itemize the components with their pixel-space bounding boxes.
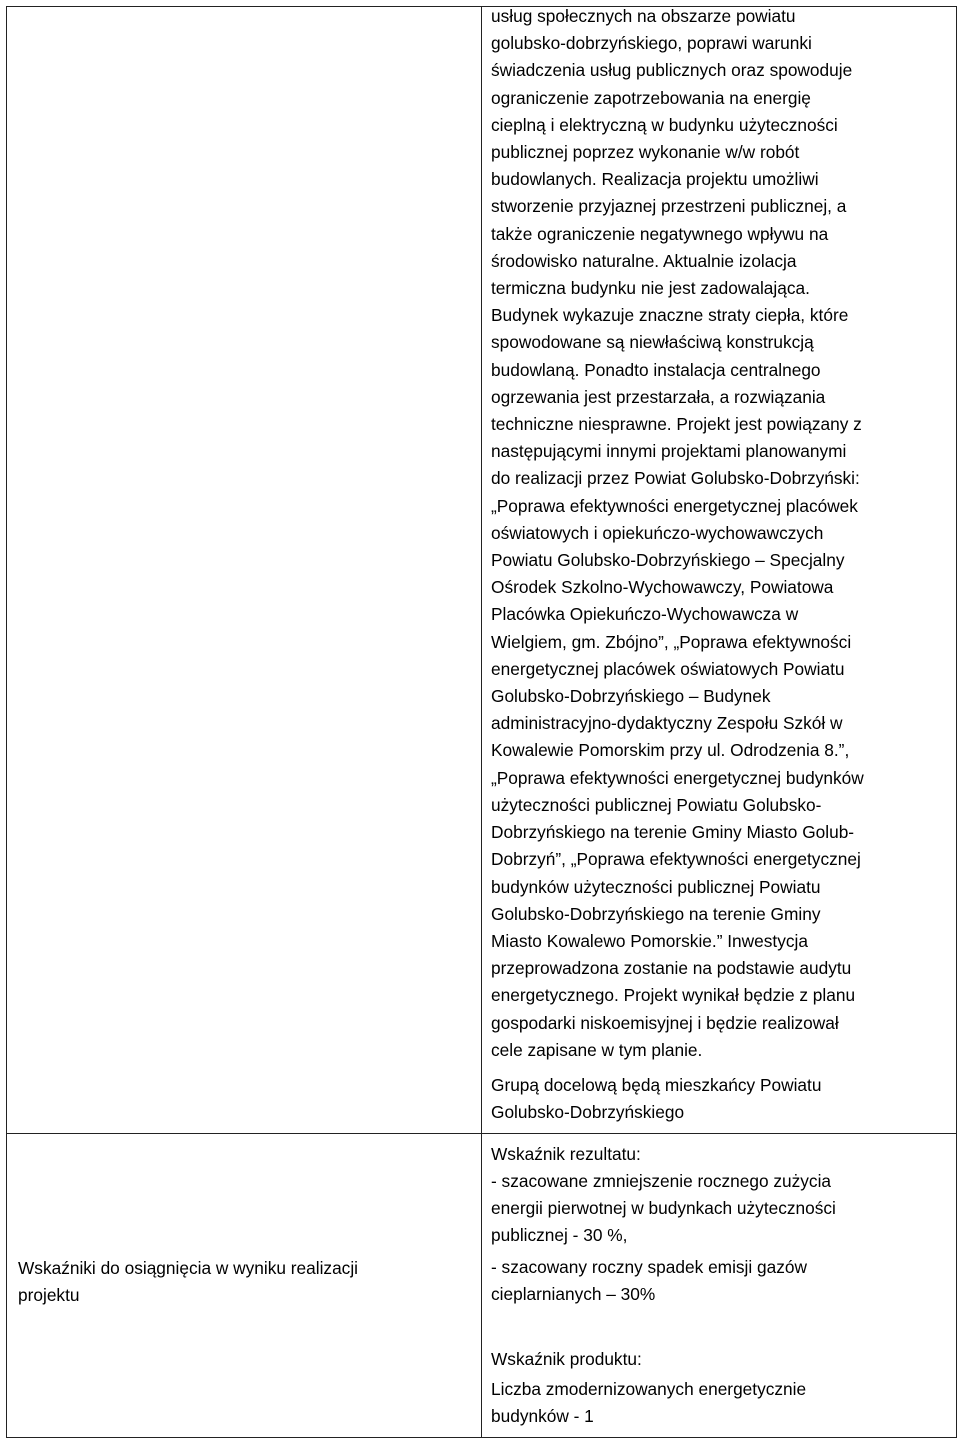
description-line: cieplną i elektryczną w budynku użyteczności [491, 114, 838, 135]
table-border-left [6, 6, 7, 1438]
result-item-line: - szacowany roczny spadek emisji gazów [491, 1257, 807, 1277]
description-line: Miasto Kowalewo Pomorskie.” Inwestycja [491, 930, 808, 951]
description-line: ogrzewania jest przestarzała, a rozwiązania [491, 386, 826, 407]
indicators-label-line: Wskaźniki do osiągnięcia w wyniku realizacji [18, 1258, 358, 1278]
product-item-line: Liczba zmodernizowanych energetycznie [491, 1379, 807, 1399]
product-indicator-item [491, 1376, 806, 1430]
description-line: świadczenia usług publicznych oraz spowoduje [491, 60, 853, 81]
description-line: publicznej poprzez wykonanie w/w robót [491, 142, 800, 163]
target-group-line: Grupą docelową będą mieszkańcy Powiatu [491, 1075, 822, 1095]
description-line: „Poprawa efektywności energetycznej budynków [491, 767, 864, 788]
description-line: spowodowane są niewłaściwą konstrukcją [491, 332, 814, 353]
description-line: cele zapisane w tym planie. [491, 1039, 703, 1060]
result-indicator-heading: Wskaźnik rezultatu: [491, 1144, 641, 1164]
description-line: ograniczenie zapotrzebowania na energię [491, 87, 811, 108]
result-item-line: - szacowane zmniejszenie rocznego zużycia [491, 1171, 832, 1191]
description-line: środowisko naturalne. Aktualnie izolacja [491, 250, 797, 271]
description-line: także ograniczenie negatywnego wpływu na [491, 223, 829, 244]
description-line: golubsko-dobrzyńskiego, poprawi warunki [491, 33, 812, 54]
description-line: Powiatu Golubsko-Dobrzyńskiego – Specjalny [491, 550, 845, 571]
description-line: Golubsko-Dobrzyńskiego – Budynek [491, 686, 771, 707]
project-description [491, 3, 864, 1064]
description-line: termiczna budynku nie jest zadowalająca. [491, 278, 810, 299]
description-line: budowlanych. Realizacja projektu umożliwi [491, 169, 819, 190]
result-indicator-item-2 [491, 1254, 807, 1308]
description-line: Dobrzyńskiego na terenie Gminy Miasto Golub- [491, 822, 855, 843]
product-indicator [491, 1346, 642, 1373]
description-line: stworzenie przyjaznej przestrzeni publicznej, a [491, 196, 847, 217]
description-line: budowlaną. Ponadto instalacja centralnego [491, 359, 821, 380]
product-indicator-heading: Wskaźnik produktu: [491, 1349, 642, 1369]
description-line: energetycznej placówek oświatowych Powiatu [491, 658, 845, 679]
description-line: Dobrzyń”, „Poprawa efektywności energetycznej [491, 849, 861, 870]
description-line: gospodarki niskoemisyjnej i będzie realizował [491, 1012, 839, 1033]
target-group-line: Golubsko-Dobrzyńskiego [491, 1102, 685, 1123]
product-item-line: budynków - 1 [491, 1406, 594, 1427]
description-line: Placówka Opiekuńczo-Wychowawcza w [491, 604, 799, 625]
result-indicator [491, 1141, 641, 1168]
description-line: techniczne niesprawne. Projekt jest powiązany z [491, 414, 862, 435]
table-border-right [956, 6, 957, 1438]
description-line: do realizacji przez Powiat Golubsko-Dobrzyński: [491, 468, 860, 489]
description-line: następującymi innymi projektami planowanymi [491, 441, 847, 462]
description-line: Wielgiem, gm. Zbójno”, „Poprawa efektywności [491, 631, 852, 652]
description-line: „Poprawa efektywności energetycznej placówek [491, 495, 858, 516]
result-indicator-item-1 [491, 1168, 836, 1250]
indicators-label-line: projektu [18, 1285, 80, 1306]
result-item-line: publicznej - 30 %, [491, 1225, 628, 1246]
description-line: budynków użyteczności publicznej Powiatu [491, 876, 821, 897]
description-line: oświatowych i opiekuńczo-wychowawczych [491, 522, 824, 543]
result-item-line: energii pierwotnej w budynkach użyteczności [491, 1198, 836, 1219]
row-divider [6, 1133, 957, 1134]
description-line: Golubsko-Dobrzyńskiego na terenie Gminy [491, 903, 821, 924]
description-line: administracyjno-dydaktyczny Zespołu Szkół w [491, 713, 843, 734]
indicators-label [18, 1255, 358, 1309]
description-line: Budynek wykazuje znaczne straty ciepła, które [491, 305, 849, 326]
description-line: usług społecznych na obszarze powiatu [491, 6, 796, 26]
target-group [491, 1072, 821, 1126]
description-line: Ośrodek Szkolno-Wychowawczy, Powiatowa [491, 577, 834, 598]
result-item-line: cieplarnianych – 30% [491, 1284, 656, 1305]
description-line: Kowalewie Pomorskim przy ul. Odrodzenia 8.”, [491, 740, 850, 761]
description-line: użyteczności publicznej Powiatu Golubsko- [491, 794, 822, 815]
description-line: przeprowadzona zostanie na podstawie audytu [491, 958, 852, 979]
column-divider [481, 6, 482, 1438]
description-line: energetycznego. Projekt wynikał będzie z planu [491, 985, 856, 1006]
